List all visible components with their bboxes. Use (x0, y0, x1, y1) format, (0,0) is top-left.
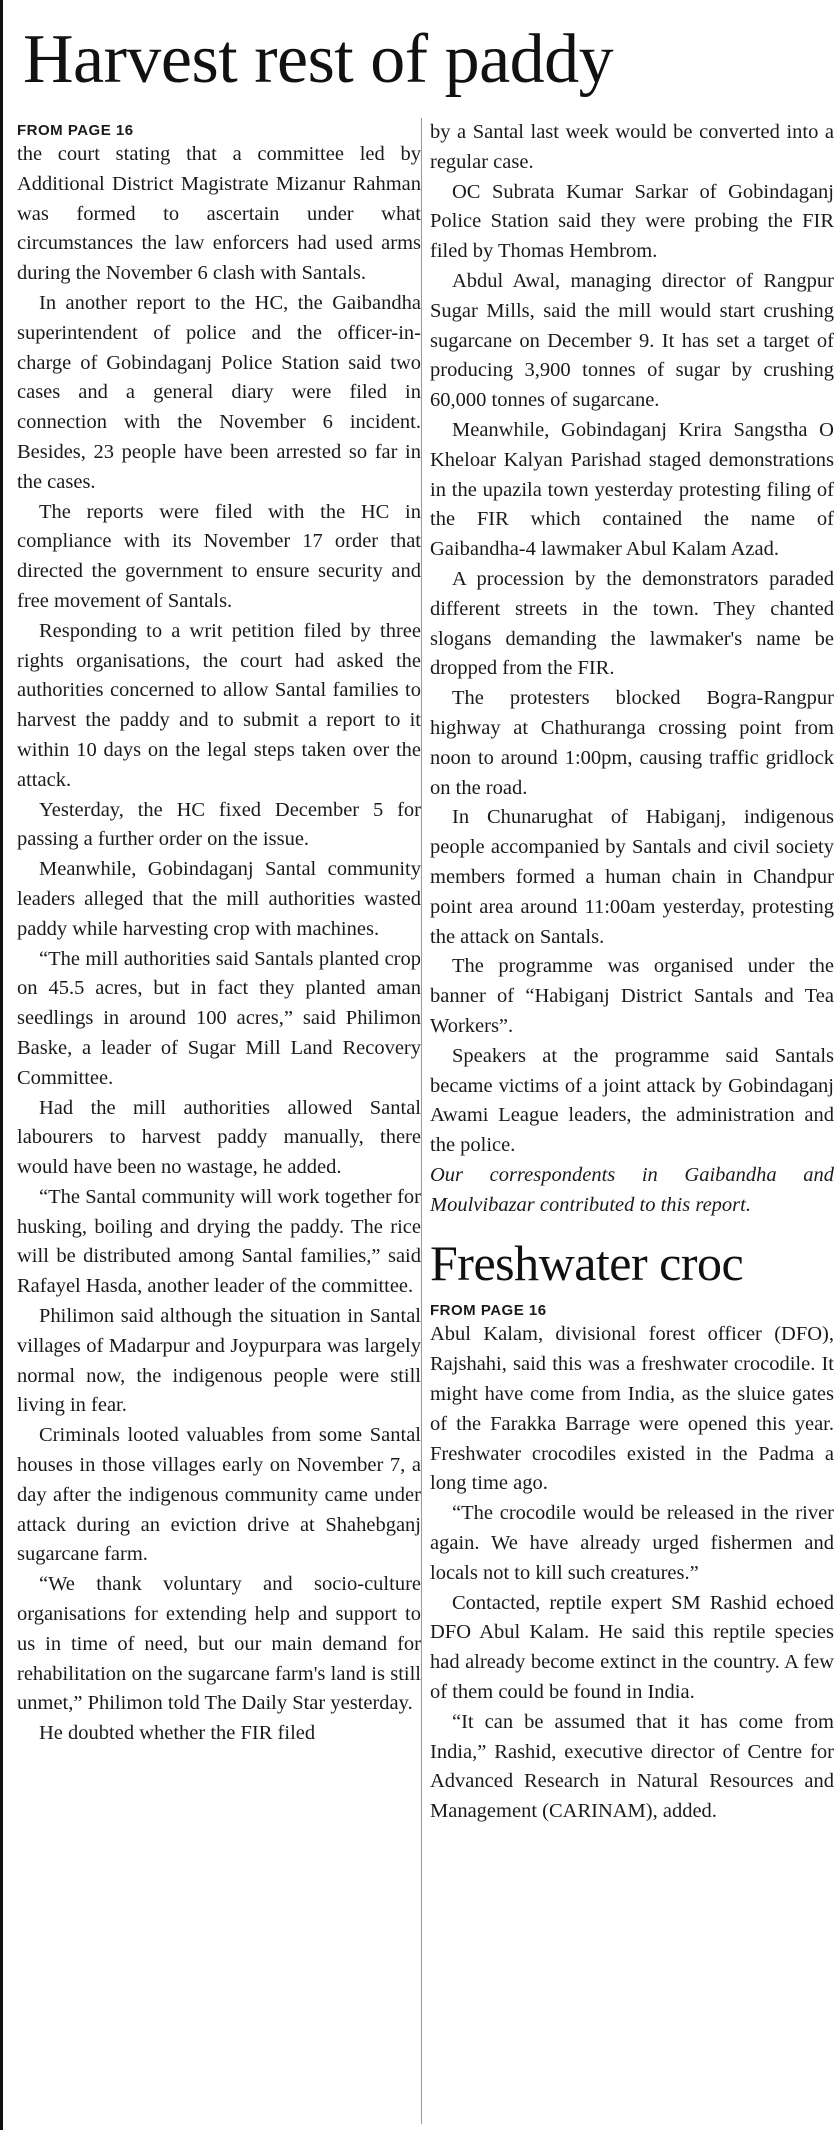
paragraph: “The crocodile would be released in the river again. We have already urged fishermen and locals not to kill such creatures.” (430, 1502, 834, 1584)
paragraph: He doubted whether the FIR filed (39, 1722, 316, 1745)
paragraph: the court stating that a committee led by Additional District Magistrate Mizanur Rahman was formed to ascertain under what circumstances the law enforcers had used arms during the November 6 clash with Santals. (17, 143, 421, 285)
from-page-label: FROM PAGE 16 (17, 122, 134, 139)
paragraph: “It can be assumed that it has come from India,” Rashid, executive director of Centre for Advanced Research in Natural Resources and Management (CARINAM), added. (430, 1710, 834, 1823)
from-page-label: FROM PAGE 16 (430, 1302, 547, 1320)
paragraph: “The mill authorities said Santals planted crop on 45.5 acres, but in fact they planted aman seedlings in around 100 acres,” said Philimon Baske, a leader of Sugar Mill Land Recovery Committee. (17, 947, 421, 1089)
paragraph: “We thank voluntary and socio-culture organisations for extending help and support to us in time of need, but our main demand for rehabilitation on the sugarcane farm's land is still unmet,” Philimon told The Daily Star yesterday. (17, 1573, 421, 1715)
contributor-credit: Our correspondents in Gaibandha and Moulvibazar contributed to this report. (430, 1163, 834, 1216)
paragraph: Yesterday, the HC fixed December 5 for passing a further order on the issue. (17, 798, 421, 851)
paragraph: Had the mill authorities allowed Santal labourers to harvest paddy manually, there would have been no wastage, he added. (17, 1096, 421, 1179)
paragraph: In another report to the HC, the Gaibandha superintendent of police and the officer-in-charge of Gobindaganj Police Station said two cases and a general diary were filed in connection with the November 6 incident. Besides, 23 people have been arrested so far in the cases. (17, 291, 421, 493)
paragraph: OC Subrata Kumar Sarkar of Gobindaganj Police Station said they were probing the FIR filed by Thomas Hembrom. (430, 180, 834, 263)
paragraph: A procession by the demonstrators paraded different streets in the town. They chanted slogans demanding the lawmaker's name be dropped from the FIR. (430, 567, 834, 680)
paragraph: Abdul Awal, managing director of Rangpur Sugar Mills, said the mill would start crushing sugarcane on December 9. It has set a target of producing 3,900 tonnes of sugar by crushing 60,000 tonnes of sugarcane. (430, 269, 834, 412)
paragraph: Meanwhile, Gobindaganj Santal community leaders alleged that the mill authorities wasted paddy while harvesting crop with machines. (17, 858, 421, 940)
paragraph: Abul Kalam, divisional forest officer (DFO), Rajshahi, said this was a freshwater crocodile. It might have come from India, as the sluice gates of the Farakka Barrage were opened this year. Freshwater crocodiles existed in the Padma a long time ago. (430, 1323, 834, 1495)
paragraph: “The Santal community will work together for husking, boiling and drying the paddy. The rice will be distributed among Santal families,” said Rafayel Hasda, another leader of the committee. (17, 1185, 421, 1298)
paragraph: Contacted, reptile expert SM Rashid echoed DFO Abul Kalam. He said this reptile species had already become extinct in the country. A few of them could be found in India. (430, 1591, 834, 1704)
right-column (430, 118, 834, 1827)
paragraph: The protesters blocked Bogra-Rangpur highway at Chathuranga crossing point from noon to around 1:00pm, causing traffic gridlock on the road. (430, 687, 834, 799)
column-divider (421, 118, 422, 2124)
paragraph: The programme was organised under the banner of “Habiganj District Santals and Tea Workers”. (430, 955, 834, 1037)
second-article-headline: Freshwater croc (430, 1235, 744, 1292)
paragraph: Criminals looted valuables from some Santal houses in those villages early on November 7, a day after the indigenous community came under attack during an eviction drive at Shahebganj sugarcane farm. (17, 1424, 421, 1566)
paragraph: Speakers at the programme said Santals became victims of a joint attack by Gobindaganj Awami League leaders, the administration and the police. (430, 1044, 834, 1157)
paragraph: Philimon said although the situation in Santal villages of Madarpur and Joypurpara was largely normal now, the indigenous people were still living in fear. (17, 1305, 421, 1417)
left-column (17, 118, 421, 1749)
paragraph: Meanwhile, Gobindaganj Krira Sangstha O Kheloar Kalyan Parishad staged demonstrations in the upazila town yesterday protesting filing of the FIR which contained the name of Gaibandha-4 lawmaker Abul Kalam Azad. (430, 418, 834, 561)
paragraph: Responding to a writ petition filed by three rights organisations, the court had asked the authorities concerned to allow Santal families to harvest the paddy and to submit a report to it within 10 days on the legal steps taken over the attack. (17, 619, 421, 791)
paragraph: In Chunarughat of Habiganj, indigenous people accompanied by Santals and civil society members formed a human chain in Chandpur point area around 11:00am yesterday, protesting the attack on Santals. (430, 806, 834, 948)
article-headline: Harvest rest of paddy (23, 21, 614, 98)
paragraph: The reports were filed with the HC in compliance with its November 17 order that directed the government to ensure security and free movement of Santals. (17, 500, 421, 612)
paragraph: by a Santal last week would be converted into a regular case. (430, 121, 834, 173)
